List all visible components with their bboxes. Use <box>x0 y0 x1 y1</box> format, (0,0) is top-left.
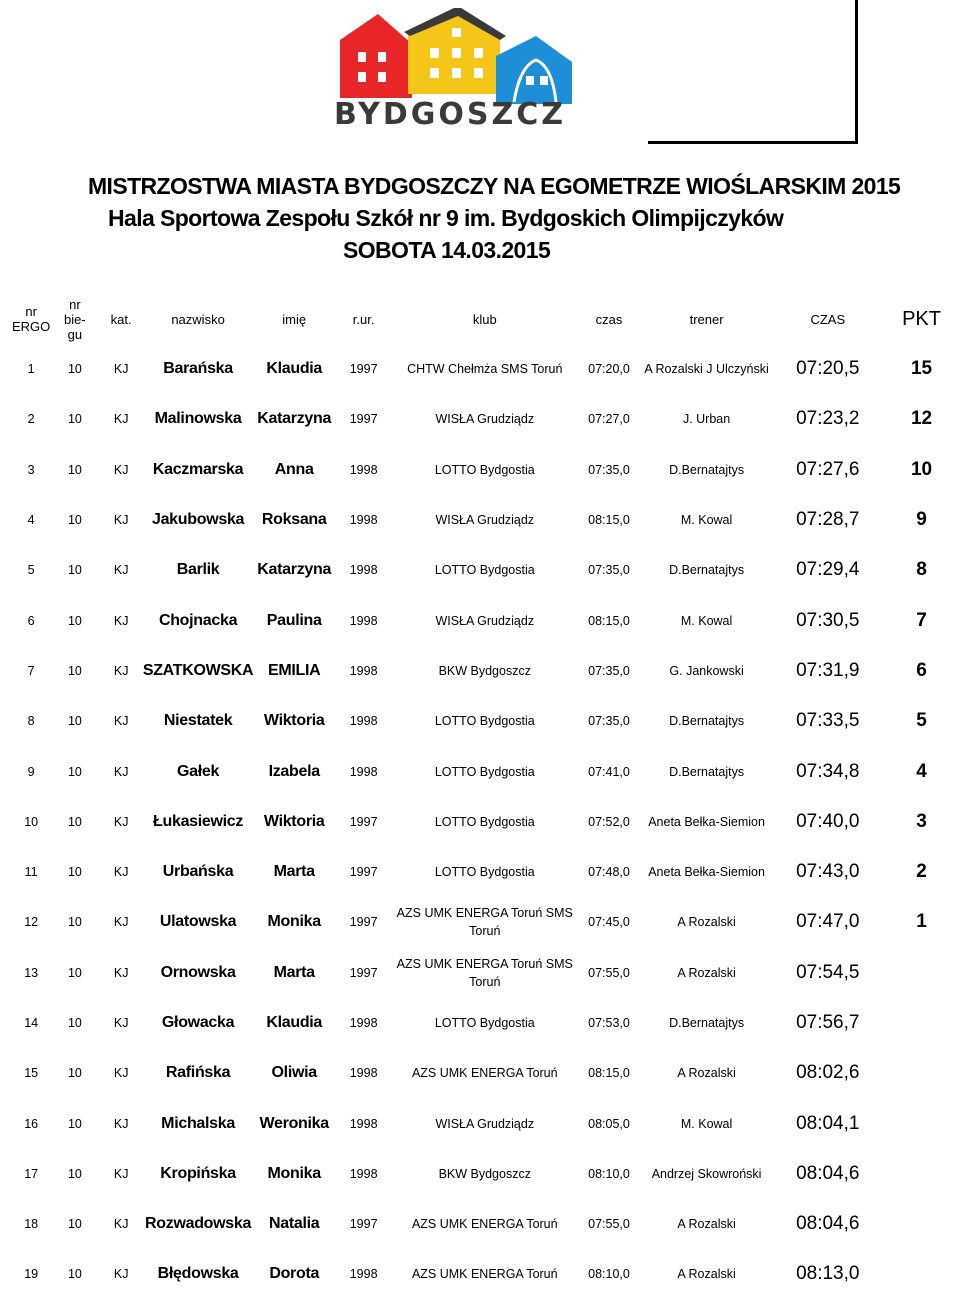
cell-klub: BKW Bydgoszcz <box>438 663 531 678</box>
header-imie: imię <box>282 311 307 327</box>
cell-trener: M. Kowal <box>680 1116 733 1131</box>
cell-trener: D.Bernatajtys <box>669 714 745 729</box>
cell-imie: Marta <box>273 863 315 881</box>
cell-czas-final: 08:04,1 <box>796 1112 860 1134</box>
table-row <box>12 344 960 394</box>
cell-kat: KJ <box>113 1116 129 1131</box>
cell-czas-final: 07:34,8 <box>796 760 860 782</box>
cell-czas: 07:20,0 <box>588 362 630 377</box>
cell-bieg: 10 <box>67 412 82 427</box>
cell-rur: 1998 <box>349 714 378 729</box>
cell-kat: KJ <box>113 764 129 779</box>
cell-pkt <box>883 1048 960 1098</box>
cell-nr: 17 <box>24 1166 39 1181</box>
cell-czas: 08:15,0 <box>588 613 630 628</box>
cell-nazwisko: Rozwadowska <box>145 1215 252 1233</box>
cell-klub: AZS UMK ENERGA Toruń <box>411 1217 558 1232</box>
cell-pkt: 9 <box>916 509 927 531</box>
cell-pkt: 6 <box>916 659 927 681</box>
cell-kat: KJ <box>113 1066 129 1081</box>
cell-kat: KJ <box>113 563 129 578</box>
cell-kat: KJ <box>113 1267 129 1282</box>
cell-bieg: 10 <box>67 814 82 829</box>
cell-czas: 07:35,0 <box>588 462 630 477</box>
table-row <box>12 897 960 947</box>
cell-klub: WISŁA Grudziądz <box>435 513 535 528</box>
cell-bieg: 10 <box>67 362 82 377</box>
cell-nr: 13 <box>24 965 39 980</box>
table-row <box>12 495 960 545</box>
cell-rur: 1997 <box>349 865 378 880</box>
cell-bieg: 10 <box>67 965 82 980</box>
cell-nazwisko: Michalska <box>161 1114 235 1132</box>
cell-pkt: 15 <box>910 358 933 380</box>
cell-rur: 1997 <box>349 412 378 427</box>
cell-klub: AZS UMK ENERGA Toruń SMS Toruń <box>396 906 573 939</box>
cell-nr: 2 <box>27 412 35 427</box>
cell-rur: 1998 <box>349 1066 378 1081</box>
cell-nr: 1 <box>27 362 35 377</box>
cell-pkt: 3 <box>916 810 927 832</box>
cell-bieg: 10 <box>67 462 82 477</box>
cell-imie: Marta <box>273 963 315 981</box>
cell-rur: 1998 <box>349 1116 378 1131</box>
cell-czas-final: 07:56,7 <box>796 1012 860 1033</box>
blue-house-shape <box>496 36 572 104</box>
cell-trener: A Rozalski J Ulczyński <box>644 362 769 377</box>
cell-rur: 1998 <box>349 663 378 678</box>
cell-pkt <box>883 1199 960 1249</box>
cell-czas: 07:55,0 <box>588 1217 630 1232</box>
table-row <box>12 1249 960 1299</box>
cell-bieg: 10 <box>67 513 82 528</box>
cell-czas: 07:55,0 <box>588 965 630 980</box>
cell-rur: 1997 <box>349 915 378 930</box>
cell-bieg: 10 <box>67 1217 82 1232</box>
cell-nazwisko: Łukasiewicz <box>153 812 244 830</box>
cell-klub: AZS UMK ENERGA Toruń <box>411 1066 558 1081</box>
cell-imie: Weronika <box>259 1114 329 1132</box>
header-nr-biegu: nr bie- gu <box>64 296 86 342</box>
cell-czas-final: 08:04,6 <box>796 1162 860 1184</box>
cell-trener: M. Kowal <box>680 613 733 628</box>
cell-czas-final: 07:54,5 <box>796 961 860 983</box>
cell-klub: AZS UMK ENERGA Toruń <box>411 1267 558 1282</box>
cell-czas: 08:15,0 <box>588 513 630 528</box>
cell-bieg: 10 <box>67 915 82 930</box>
cell-bieg: 10 <box>67 865 82 880</box>
cell-czas: 07:27,0 <box>588 412 630 427</box>
table-row <box>12 394 960 444</box>
cell-trener: D.Bernatajtys <box>669 764 745 779</box>
cell-pkt <box>883 1249 960 1299</box>
cell-imie: Paulina <box>266 611 322 629</box>
table-row <box>12 445 960 495</box>
cell-imie: Roksana <box>261 511 327 529</box>
cell-imie: Anna <box>274 460 314 478</box>
cell-czas: 07:35,0 <box>588 663 630 678</box>
cell-nazwisko: SZATKOWSKA <box>142 661 254 679</box>
cell-czas: 07:35,0 <box>588 563 630 578</box>
table-row <box>12 948 960 998</box>
cell-czas: 07:41,0 <box>588 764 630 779</box>
cell-nazwisko: Jakubowska <box>151 511 245 529</box>
cell-rur: 1997 <box>349 362 378 377</box>
cell-kat: KJ <box>113 362 129 377</box>
cell-klub: LOTTO Bydgostia <box>434 814 535 829</box>
cell-kat: KJ <box>113 865 129 880</box>
cell-nazwisko: Gałek <box>177 762 220 780</box>
cell-rur: 1998 <box>349 1016 378 1030</box>
cell-pkt: 1 <box>916 911 927 933</box>
cell-kat: KJ <box>113 613 129 628</box>
cell-rur: 1998 <box>349 1267 378 1282</box>
cell-czas: 07:48,0 <box>588 865 630 880</box>
cell-nr: 18 <box>24 1217 39 1232</box>
cell-trener: G. Jankowski <box>669 663 744 678</box>
cell-trener: A Rozalski <box>677 965 736 980</box>
cell-trener: J. Urban <box>682 412 731 427</box>
table-row <box>12 696 960 746</box>
header-pkt: PKT <box>902 307 941 330</box>
cell-pkt: 12 <box>910 408 933 430</box>
cell-pkt <box>883 1149 960 1199</box>
table-row <box>12 1098 960 1148</box>
cell-rur: 1997 <box>349 1217 378 1232</box>
cell-kat: KJ <box>113 663 129 678</box>
cell-rur: 1998 <box>349 513 378 528</box>
cell-klub: LOTTO Bydgostia <box>434 764 535 779</box>
cell-pkt: 8 <box>916 559 927 581</box>
cell-trener: Andrzej Skowroński <box>651 1166 762 1181</box>
cell-nazwisko: Ornowska <box>160 963 236 981</box>
logo-text: BYDGOSZCZ <box>333 97 567 130</box>
cell-czas: 07:45,0 <box>588 915 630 930</box>
cell-trener: A Rozalski <box>677 1267 736 1282</box>
cell-klub: WISŁA Grudziądz <box>435 1116 535 1131</box>
header-klub: klub <box>472 311 497 327</box>
cell-imie: Wiktoria <box>263 812 325 830</box>
cell-nazwisko: Ulatowska <box>159 913 237 931</box>
cell-czas-final: 07:31,9 <box>796 659 860 681</box>
cell-czas-final: 07:27,6 <box>796 458 860 480</box>
table-row <box>12 1199 960 1249</box>
cell-klub: LOTTO Bydgostia <box>434 563 535 578</box>
cell-nazwisko: Kaczmarska <box>152 460 244 478</box>
cell-nazwisko: Barańska <box>163 360 233 378</box>
cell-czas-final: 08:02,6 <box>796 1062 860 1084</box>
cell-nazwisko: Urbańska <box>162 863 234 881</box>
cell-klub: BKW Bydgoszcz <box>438 1166 531 1181</box>
cell-nr: 10 <box>24 814 39 829</box>
table-row <box>12 545 960 595</box>
cell-rur: 1997 <box>349 814 378 829</box>
cell-pkt: 4 <box>916 760 927 782</box>
cell-trener: D.Bernatajtys <box>669 1016 745 1030</box>
title-line-1: MISTRZOSTWA MIASTA BYDGOSZCZY NA EGOMETRZE WIOŚLARSKIM 2015 <box>88 173 901 199</box>
header-rur: r.ur. <box>352 311 375 327</box>
cell-kat: KJ <box>113 814 129 829</box>
cell-bieg: 10 <box>67 1066 82 1081</box>
cell-bieg: 10 <box>67 563 82 578</box>
cell-bieg: 10 <box>67 1166 82 1181</box>
cell-trener: A Rozalski <box>677 915 736 930</box>
cell-trener: A Rozalski <box>677 1066 736 1081</box>
cell-czas: 08:05,0 <box>588 1116 630 1131</box>
table-row <box>12 998 960 1048</box>
cell-nr: 11 <box>24 865 38 880</box>
cell-nazwisko: Niestatek <box>163 712 233 730</box>
cell-bieg: 10 <box>67 1267 82 1282</box>
cell-rur: 1998 <box>349 563 378 578</box>
header-czas-final: CZAS <box>810 311 846 327</box>
cell-kat: KJ <box>113 965 129 980</box>
cell-trener: Aneta Bełka-Siemion <box>648 865 765 880</box>
cell-czas: 07:53,0 <box>588 1016 630 1030</box>
cell-czas-final: 07:28,7 <box>796 509 860 531</box>
cell-trener: M. Kowal <box>680 513 733 528</box>
header-trener: trener <box>689 311 724 327</box>
cell-trener: Aneta Bełka-Siemion <box>648 814 765 829</box>
cell-nr: 4 <box>27 513 35 528</box>
cell-nazwisko: Kropińska <box>160 1164 236 1182</box>
cell-imie: Oliwia <box>271 1064 317 1082</box>
cell-imie: Dorota <box>269 1265 320 1283</box>
cell-trener: A Rozalski <box>677 1217 736 1232</box>
cell-nazwisko: Barlik <box>176 561 220 579</box>
table-row <box>12 847 960 897</box>
results-table <box>12 294 960 1300</box>
cell-imie: Klaudia <box>266 1014 323 1031</box>
cell-klub: WISŁA Grudziądz <box>435 613 535 628</box>
cell-kat: KJ <box>113 1166 129 1181</box>
header-czas: czas <box>595 311 623 327</box>
cell-bieg: 10 <box>67 1116 82 1131</box>
cell-nr: 14 <box>24 1016 39 1030</box>
header-nr-ergo: nr ERGO <box>12 304 51 334</box>
cell-kat: KJ <box>113 412 129 427</box>
cell-kat: KJ <box>113 714 129 729</box>
cell-klub: WISŁA Grudziądz <box>435 412 535 427</box>
cell-nr: 15 <box>24 1066 39 1081</box>
cell-bieg: 10 <box>67 663 82 678</box>
cell-kat: KJ <box>113 1016 129 1030</box>
cell-pkt: 5 <box>916 710 927 732</box>
cell-klub: LOTTO Bydgostia <box>434 462 535 477</box>
cell-czas: 07:52,0 <box>588 814 630 829</box>
cell-czas-final: 07:20,5 <box>796 358 860 380</box>
cell-nr: 8 <box>27 714 35 729</box>
cell-pkt <box>883 998 960 1048</box>
cell-kat: KJ <box>113 915 129 930</box>
cell-kat: KJ <box>113 1217 129 1232</box>
cell-nazwisko: Chojnacka <box>158 611 238 629</box>
cell-klub: LOTTO Bydgostia <box>434 1016 535 1030</box>
cell-czas-final: 07:23,2 <box>796 408 860 430</box>
cell-imie: Katarzyna <box>257 410 332 428</box>
cell-nr: 12 <box>24 915 39 930</box>
table-row <box>12 1149 960 1199</box>
cell-bieg: 10 <box>67 764 82 779</box>
table-row <box>12 595 960 645</box>
cell-bieg: 10 <box>67 613 82 628</box>
cell-imie: Monika <box>267 913 321 931</box>
cell-imie: EMILIA <box>267 661 321 679</box>
cell-czas-final: 07:40,0 <box>796 810 860 832</box>
cell-czas-final: 07:43,0 <box>796 861 860 883</box>
red-house-shape <box>340 14 412 98</box>
cell-nr: 19 <box>24 1267 39 1282</box>
cell-czas: 07:35,0 <box>588 714 630 729</box>
cell-czas: 08:10,0 <box>588 1166 630 1181</box>
cell-klub: LOTTO Bydgostia <box>434 865 535 880</box>
cell-nr: 5 <box>27 563 35 578</box>
cell-nr: 6 <box>27 613 35 628</box>
cell-pkt: 2 <box>916 861 927 883</box>
cell-rur: 1998 <box>349 764 378 779</box>
header-nazwisko: nazwisko <box>171 311 225 327</box>
cell-imie: Klaudia <box>266 360 323 378</box>
bydgoszcz-logo <box>300 8 600 130</box>
cell-czas-final: 08:13,0 <box>796 1263 860 1285</box>
cell-czas-final: 07:29,4 <box>796 559 860 581</box>
table-row <box>12 746 960 796</box>
cell-nr: 7 <box>27 663 35 678</box>
cell-czas-final: 07:30,5 <box>796 609 860 631</box>
cell-rur: 1998 <box>349 613 378 628</box>
cell-imie: Natalia <box>269 1215 320 1233</box>
cell-nr: 3 <box>27 462 35 477</box>
title-line-2: Hala Sportowa Zespołu Szkół nr 9 im. Bydgoskich Olimpijczyków <box>108 205 784 231</box>
cell-klub: LOTTO Bydgostia <box>434 714 535 729</box>
cell-czas: 08:15,0 <box>588 1066 630 1081</box>
cell-czas-final: 08:04,6 <box>796 1213 860 1235</box>
cell-kat: KJ <box>113 462 129 477</box>
cell-nazwisko: Błędowska <box>157 1265 239 1283</box>
cell-imie: Izabela <box>268 762 320 780</box>
cell-imie: Monika <box>267 1164 321 1182</box>
cell-pkt: 7 <box>916 609 927 631</box>
cell-trener: D.Bernatajtys <box>669 563 745 578</box>
cell-nazwisko: Malinowska <box>154 410 242 428</box>
cell-pkt <box>883 1098 960 1148</box>
cell-pkt: 10 <box>910 458 933 480</box>
corner-frame <box>648 0 858 144</box>
cell-rur: 1997 <box>349 965 378 980</box>
table-row <box>12 1048 960 1098</box>
cell-rur: 1998 <box>349 462 378 477</box>
table-row <box>12 797 960 847</box>
cell-nr: 9 <box>27 764 35 779</box>
title-line-3: SOBOTA 14.03.2015 <box>343 237 551 263</box>
cell-rur: 1998 <box>349 1166 378 1181</box>
cell-kat: KJ <box>113 513 129 528</box>
cell-bieg: 10 <box>67 1016 82 1030</box>
cell-nazwisko: Rafińska <box>165 1064 231 1082</box>
cell-klub: CHTW Chełmża SMS Toruń <box>407 362 563 377</box>
cell-nazwisko: Głowacka <box>161 1014 235 1031</box>
cell-imie: Wiktoria <box>263 712 325 730</box>
cell-nr: 16 <box>24 1116 39 1131</box>
header-kat: kat. <box>110 311 132 327</box>
table-header-row <box>12 294 960 344</box>
table-row <box>12 646 960 696</box>
cell-pkt <box>883 948 960 998</box>
cell-imie: Katarzyna <box>257 561 332 579</box>
cell-klub: AZS UMK ENERGA Toruń SMS Toruń <box>396 956 573 989</box>
cell-czas-final: 07:47,0 <box>796 911 860 933</box>
cell-czas-final: 07:33,5 <box>796 710 860 732</box>
cell-czas: 08:10,0 <box>588 1267 630 1282</box>
cell-bieg: 10 <box>67 714 82 729</box>
cell-trener: D.Bernatajtys <box>669 462 745 477</box>
